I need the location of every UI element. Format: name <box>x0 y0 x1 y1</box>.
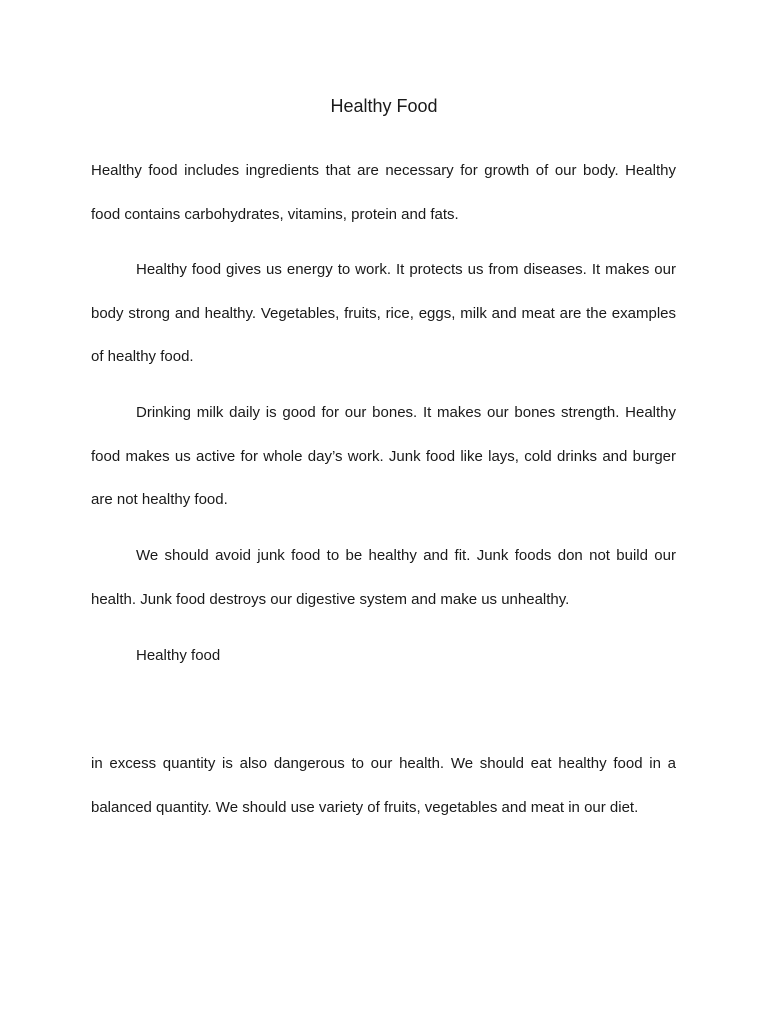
paragraph-2: Healthy food gives us energy to work. It protects us from diseases. It makes our body strong and healthy. Vegetables, fruits, rice, eggs, milk and meat are the examples of healthy food. <box>91 261 676 365</box>
paragraph-3: Drinking milk daily is good for our bones. It makes our bones strength. Healthy food makes us active for whole day’s work. Junk food like lays, cold drinks and burger are not healthy food. <box>91 404 676 508</box>
paragraph-1: Healthy food includes ingredients that are necessary for growth of our body. Healthy food contains carbohydrates, vitamins, protein and fats. <box>91 162 676 223</box>
paragraph-6: in excess quantity is also dangerous to our health. We should eat healthy food in a balanced quantity. We should use variety of fruits, vegetables and meat in our diet. <box>91 755 676 816</box>
paragraph-5: Healthy food <box>136 647 221 664</box>
paragraph-4: We should avoid junk food to be healthy and fit. Junk foods don not build our health. Junk food destroys our digestive system and make us unhealthy. <box>91 547 676 608</box>
document-title: Healthy Food <box>330 96 438 116</box>
